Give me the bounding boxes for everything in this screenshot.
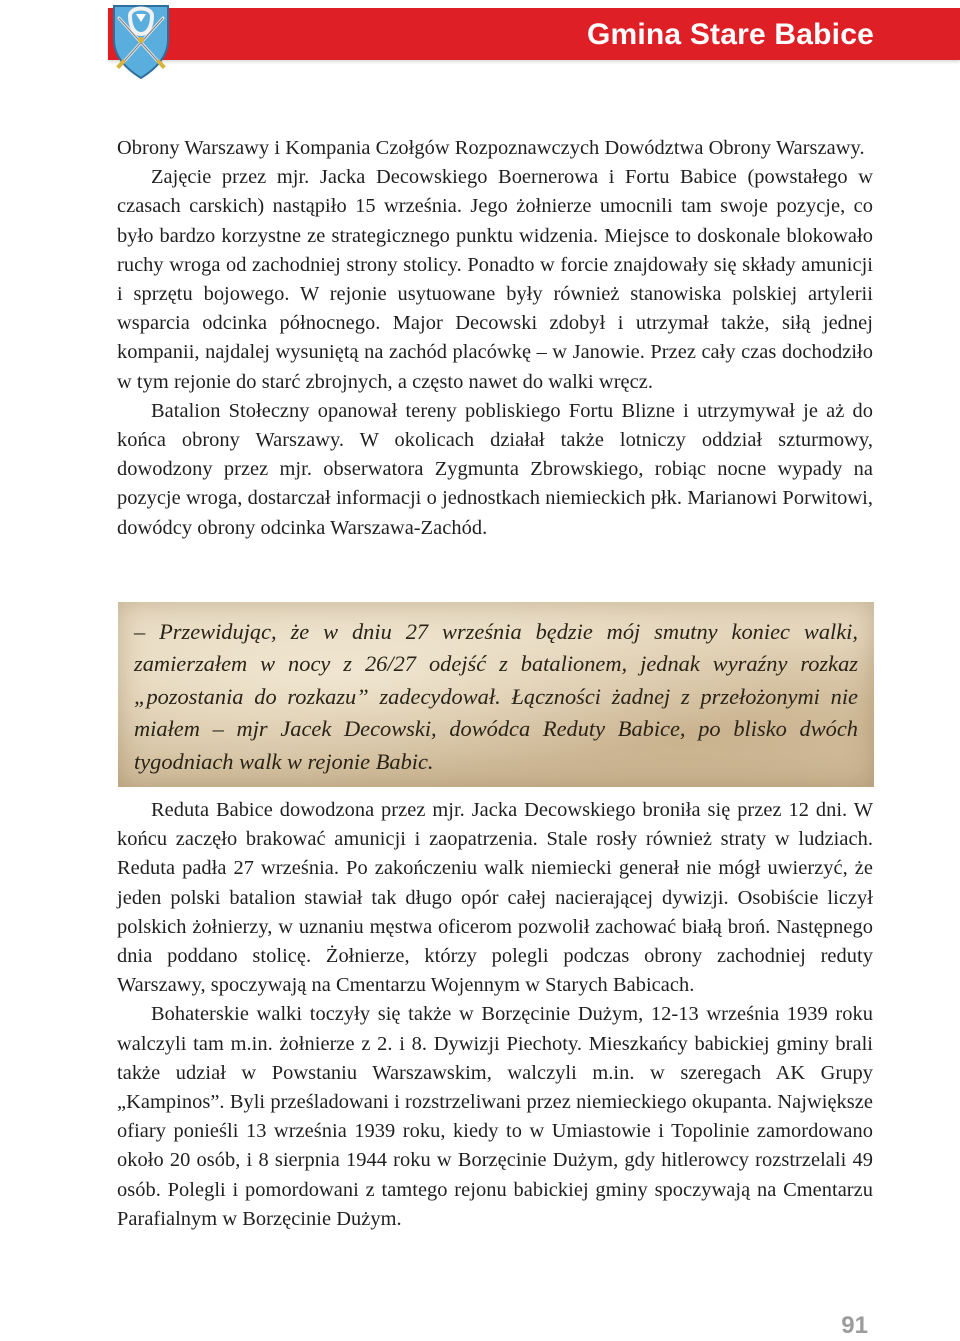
paragraph: Bohaterskie walki toczyły się także w Borzęcinie Dużym, 12-13 września 1939 roku walczyli tam m.in. żołnierze z 2. i 8. Dywizji Piechoty. Mieszkańcy babickiej gminy brali także udział w Powstaniu Warszawskim, walczyli m.in. w szeregach AK Grupy „Kampinos”. Byli prześladowani i rozstrzeliwani przez niemieckiego okupanta. Największe ofiary ponieśli 13 września 1939 roku, kiedy to w Umiastowie i Topolinie zamordowano około 20 osób, i 8 sierpnia 1944 roku w Borzęcinie Dużym, gdy hitlerowcy rozstrzelali 49 osób. Polegli i pomordowani z tamtego rejonu babickiej gminy spoczywają na Cmentarzu Parafialnym w Borzęcinie Dużym. (117, 1003, 873, 1230)
coat-of-arms-icon (106, 0, 176, 82)
paragraph: Reduta Babice dowodzona przez mjr. Jacka Decowskiego broniła się przez 12 dni. W końcu zaczęło brakować amunicji i zaopatrzenia. Stale rosły również straty w ludziach. Reduta padła 27 września. Po zakończeniu walk niemiecki generał nie mógł uwierzyć, że jeden polski batalion stawiał tak długo opór całej nacierającej dywizji. Osobiście liczył polskich żołnierzy, w uznaniu męstwa oficerom pozwolił zachować białą broń. Następnego dnia poddano stolicę. Żołnierze, którzy polegli podczas obrony zachodniej reduty Warszawy, spoczywają na Cmentarzu Wojennym w Starych Babicach. (117, 799, 873, 997)
page-number: 91 (841, 1312, 868, 1339)
paragraph: Obrony Warszawy i Kompania Czołgów Rozpoznawczych Dowództwa Obrony Warszawy. (117, 137, 865, 159)
paragraph: Batalion Stołeczny opanował tereny pobliskiego Fortu Blizne i utrzymywał je aż do końca obrony Warszawy. W okolicach działał także lotniczy oddział szturmowy, dowodzony przez mjr. obserwatora Zygmunta Zbrowskiego, robiąc nocne wypady na pozycje wroga, dostarczał informacji o jednostkach niemieckich płk. Marianowi Porwitowi, dowódcy obrony odcinka Warszawa-Zachód. (117, 399, 873, 539)
body-text-bottom (117, 796, 873, 1234)
page-header-title: Gmina Stare Babice (586, 18, 874, 51)
quote-box (118, 602, 874, 787)
header-band (108, 8, 960, 60)
paragraph: Zajęcie przez mjr. Jacka Decowskiego Boernerowa i Fortu Babice (powstałego w czasach carskich) nastąpiło 15 września. Jego żołnierze umocnili tam swoje pozycje, co było bardzo korzystne ze strategicznego punktu widzenia. Miejsce to doskonale blokowało ruchy wroga od zachodniej strony stolicy. Ponadto w forcie znajdowały się składy amunicji i sprzętu bojowego. W rejonie usytuowane były również stanowiska polskiej artylerii wsparcia odcinka północnego. Major Decowski zdobył i utrzymał także, siłą jednej kompanii, najdalej wysuniętą na zachód placówkę – w Janowie. Przez cały czas dochodziło w tym rejonie do starć zbrojnych, a często nawet do walki wręcz. (117, 166, 873, 393)
body-text-top (117, 134, 873, 543)
quote-text: – Przewidując, że w dniu 27 września będzie mój smutny koniec walki, zamierzałem w nocy z 26/27 odejść z batalionem, jednak wyraźny rozkaz „pozostania do rozkazu” zadecydował. Łączności żadnej z przełożonymi nie miałem – mjr Jacek Decowski, dowódca Reduty Babice, po blisko dwóch tygodniach walk w rejonie Babic. (134, 619, 858, 774)
